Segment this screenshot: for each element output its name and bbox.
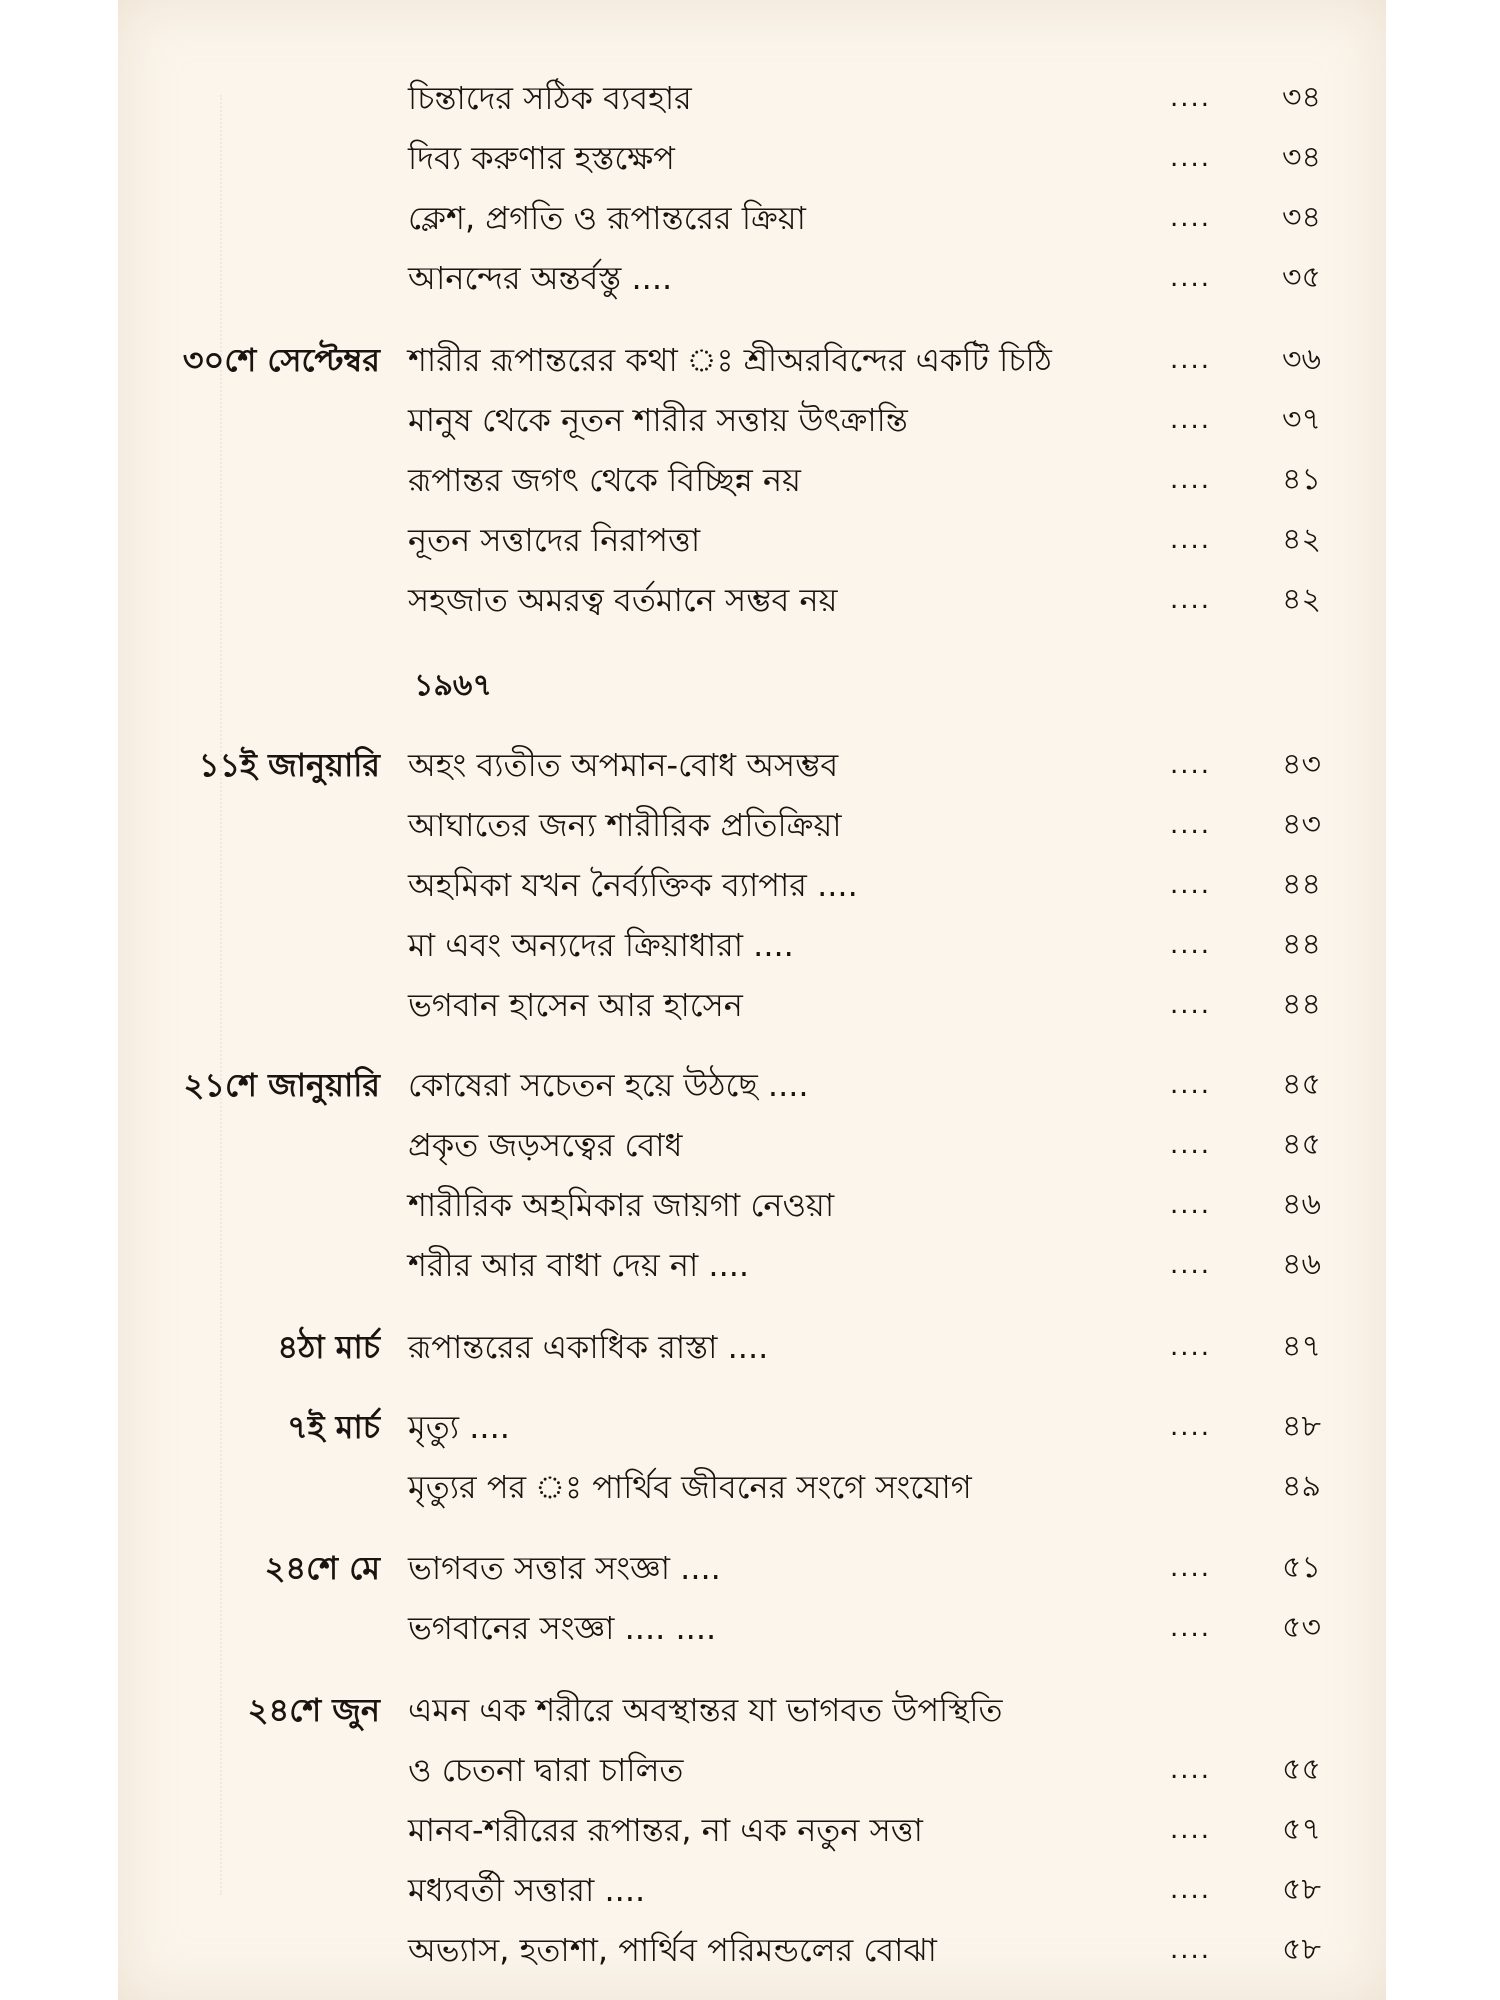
toc-row	[0, 390, 1500, 450]
toc-row	[0, 1457, 1500, 1517]
entry-title: অহং ব্যতীত অপমান-বোধ অসম্ভব	[408, 746, 839, 784]
dot-leader: ....	[1170, 1553, 1212, 1583]
page-number: ৩৪	[1282, 200, 1321, 235]
entry-date: ৪ঠা মার্চ	[277, 1328, 380, 1366]
page-number: ৫৮	[1282, 1872, 1321, 1907]
page-number: ৫৭	[1282, 1812, 1321, 1847]
entry-title: ভগবানের সংজ্ঞা .... ....	[408, 1609, 717, 1647]
entry-title: অহমিকা যখন নৈর্ব্যক্তিক ব্যাপার ....	[408, 866, 858, 904]
dot-leader: ....	[1170, 1815, 1212, 1845]
entry-title: রূপান্তরের একাধিক রাস্তা ....	[408, 1328, 769, 1366]
dot-leader: ....	[1170, 930, 1212, 960]
dot-leader: ....	[1170, 1190, 1212, 1220]
toc-row	[0, 1538, 1500, 1598]
entry-title: ও চেতনা দ্বারা চালিত	[408, 1751, 684, 1789]
page-number: ৪২	[1282, 522, 1321, 557]
dot-leader: ....	[1170, 1250, 1212, 1280]
dot-leader: ....	[1170, 1755, 1212, 1785]
page-number: ৪৭	[1282, 1329, 1321, 1364]
dot-leader: ....	[1170, 990, 1212, 1020]
toc-row	[0, 1317, 1500, 1377]
toc-row	[0, 188, 1500, 248]
dot-leader: ....	[1170, 1875, 1212, 1905]
entry-date: ২৪শে জুন	[247, 1691, 380, 1729]
page-number: ৫১	[1282, 1550, 1321, 1585]
entry-title: মধ্যবর্তী সত্তারা ....	[408, 1871, 646, 1909]
entry-title: মা এবং অন্যদের ক্রিয়াধারা ....	[408, 926, 794, 964]
page-number: ৩৫	[1282, 260, 1321, 295]
toc-row	[0, 1740, 1500, 1800]
page-number: ৪৯	[1282, 1469, 1321, 1504]
toc-row	[0, 128, 1500, 188]
toc-row	[0, 855, 1500, 915]
entry-date: ১১ই জানুয়ারি	[198, 746, 380, 784]
dot-leader: ....	[1170, 1412, 1212, 1442]
entry-title: শারীর রূপান্তরের কথা ঃ শ্রীঅরবিন্দের একটি চিঠি	[408, 341, 1052, 379]
dot-leader: ....	[1170, 585, 1212, 615]
entry-title: নূতন সত্তাদের নিরাপত্তা	[408, 521, 701, 559]
toc-row	[0, 1175, 1500, 1235]
entry-title: রূপান্তর জগৎ থেকে বিচ্ছিন্ন নয়	[408, 461, 801, 499]
dot-leader: ....	[1170, 143, 1212, 173]
dot-leader: ....	[1170, 1130, 1212, 1160]
toc-row	[0, 330, 1500, 390]
toc-row	[0, 510, 1500, 570]
toc-row	[0, 1055, 1500, 1115]
entry-title: অভ্যাস, হতাশা, পার্থিব পরিমন্ডলের বোঝা	[408, 1931, 937, 1969]
dot-leader: ....	[1170, 1935, 1212, 1965]
entry-title: দিব্য করুণার হস্তক্ষেপ	[408, 139, 675, 177]
page-number: ৩৪	[1282, 80, 1321, 115]
entry-title: মৃত্যুর পর ঃ পার্থিব জীবনের সংগে সংযোগ	[408, 1468, 972, 1506]
entry-date: ২৪শে মে	[264, 1549, 380, 1587]
dot-leader: ....	[1170, 810, 1212, 840]
page-number: ৪৬	[1282, 1247, 1321, 1282]
page-number: ৪২	[1282, 582, 1321, 617]
page-number: ৪৩	[1282, 747, 1321, 782]
dot-leader: ....	[1170, 525, 1212, 555]
page-number: ৪৪	[1282, 927, 1321, 962]
toc-row	[0, 1920, 1500, 1980]
page-number: ৪৮	[1282, 1409, 1321, 1444]
page-number: ৪৩	[1282, 807, 1321, 842]
toc-row	[0, 1680, 1500, 1740]
toc-row	[0, 795, 1500, 855]
entry-title: মানুষ থেকে নূতন শারীর সত্তায় উৎক্রান্তি	[408, 401, 908, 439]
page-number: ৩৭	[1282, 402, 1322, 437]
entry-title: ভগবান হাসেন আর হাসেন	[408, 986, 743, 1024]
entry-date: ৩০শে সেপ্টেম্বর	[182, 341, 380, 379]
toc-row	[0, 570, 1500, 630]
toc-row	[0, 1235, 1500, 1295]
toc-row	[0, 1800, 1500, 1860]
page-number: ৪৬	[1282, 1187, 1321, 1222]
entry-title: কোষেরা সচেতন হয়ে উঠছে ....	[408, 1066, 809, 1104]
toc-row	[0, 915, 1500, 975]
entry-title: ক্লেশ, প্রগতি ও রূপান্তরের ক্রিয়া	[408, 199, 806, 237]
entry-title: চিন্তাদের সঠিক ব্যবহার	[408, 79, 692, 117]
entry-title: শরীর আর বাধা দেয় না ....	[408, 1246, 750, 1284]
dot-leader: ....	[1170, 750, 1212, 780]
entry-date: ২১শে জানুয়ারি	[183, 1066, 380, 1104]
dot-leader: ....	[1170, 345, 1212, 375]
entry-date: ৭ই মার্চ	[287, 1408, 380, 1446]
dot-leader: ....	[1170, 465, 1212, 495]
toc-row	[0, 1598, 1500, 1658]
toc-row	[0, 248, 1500, 308]
dot-leader: ....	[1170, 203, 1212, 233]
toc-row	[0, 1397, 1500, 1457]
entry-title: ভাগবত সত্তার সংজ্ঞা ....	[408, 1549, 721, 1587]
entry-title: মৃত্যু ....	[408, 1408, 510, 1446]
page-number: ৩৪	[1282, 140, 1321, 175]
page-number: ৪১	[1282, 462, 1321, 497]
page-number: ৪৫	[1282, 1067, 1321, 1102]
entry-title: এমন এক শরীরে অবস্থান্তর যা ভাগবত উপস্থিতি	[408, 1691, 1003, 1729]
dot-leader: ....	[1170, 405, 1212, 435]
toc-row	[0, 975, 1500, 1035]
dot-leader: ....	[1170, 263, 1212, 293]
page-number: ৩৬	[1282, 342, 1322, 377]
toc-row	[0, 1115, 1500, 1175]
entry-title: আনন্দের অন্তর্বস্তু ....	[408, 259, 673, 297]
page-number: ৪৫	[1282, 1127, 1321, 1162]
dot-leader: ....	[1170, 870, 1212, 900]
page-number: ৫৮	[1282, 1932, 1321, 1967]
entry-title: আঘাতের জন্য শারীরিক প্রতিক্রিয়া	[408, 806, 842, 844]
page-number: ৪৪	[1282, 867, 1321, 902]
dot-leader: ....	[1170, 1613, 1212, 1643]
page-number: ৪৪	[1282, 987, 1321, 1022]
page-number: ৫৫	[1282, 1752, 1321, 1787]
dot-leader: ....	[1170, 1332, 1212, 1362]
page-number: ৫৩	[1282, 1610, 1321, 1645]
dot-leader: ....	[1170, 1070, 1212, 1100]
toc-row	[0, 735, 1500, 795]
toc-row	[0, 450, 1500, 510]
entry-title: মানব-শরীরের রূপান্তর, না এক নতুন সত্তা	[408, 1811, 923, 1849]
toc-row	[0, 68, 1500, 128]
entry-title: প্রকৃত জড়সত্বের বোধ	[408, 1126, 683, 1164]
year-heading: ১৯৬৭	[414, 668, 492, 703]
entry-title: সহজাত অমরত্ব বর্তমানে সম্ভব নয়	[408, 581, 838, 619]
entry-title: শারীরিক অহমিকার জায়গা নেওয়া	[408, 1186, 835, 1224]
toc-row	[0, 1860, 1500, 1920]
dot-leader: ....	[1170, 83, 1212, 113]
